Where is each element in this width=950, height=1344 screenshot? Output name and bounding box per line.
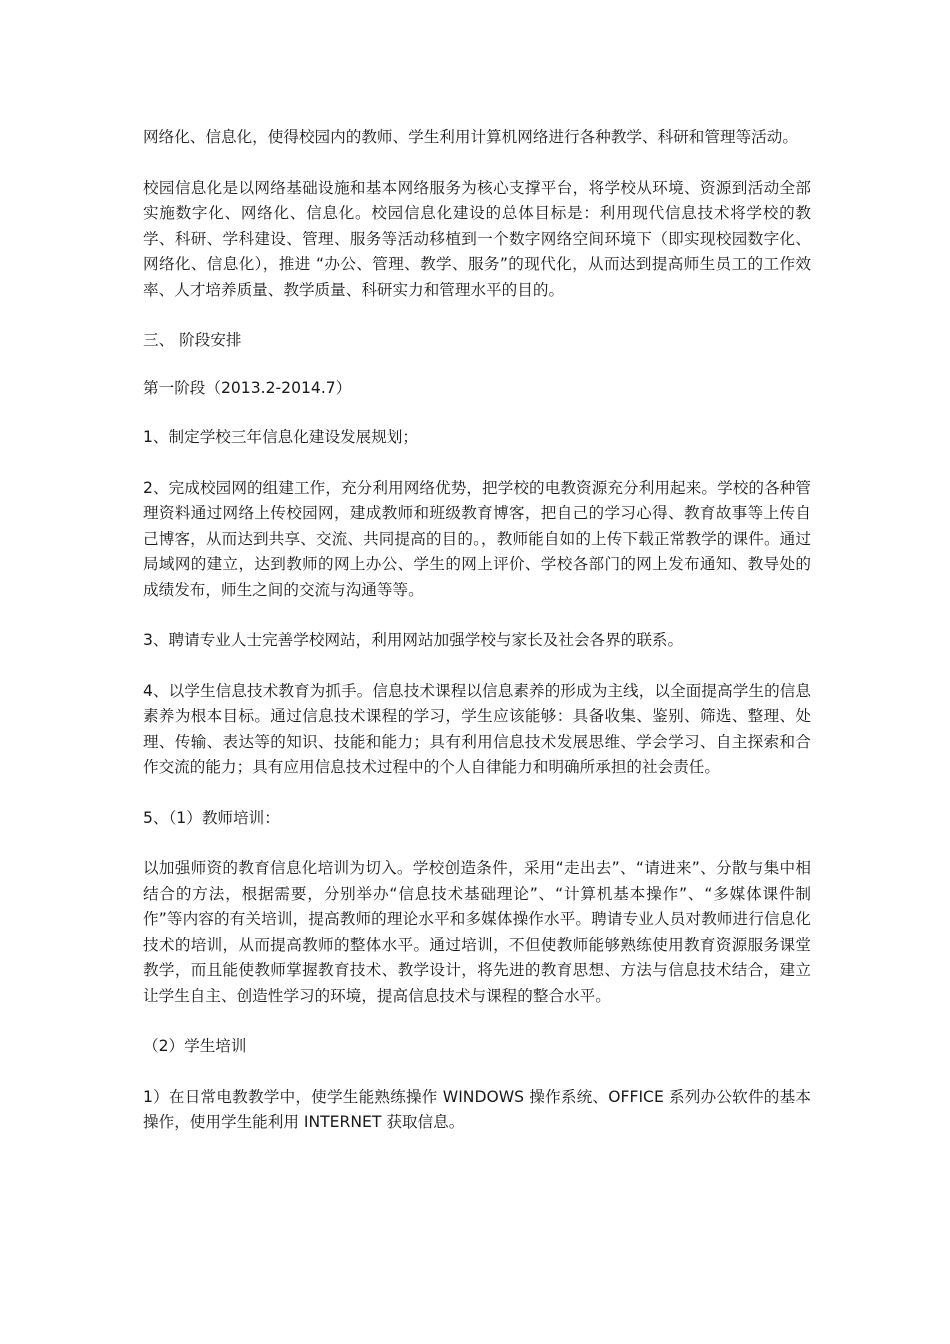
stage-one-heading: 第一阶段（2013.2-2014.7）: [143, 378, 352, 397]
paragraph-network-intro: 网络化、信息化，使得校园内的教师、学生利用计算机网络进行各种教学、科研和管理等活动。: [143, 128, 798, 146]
list-item-2: 2、完成校园网的组建工作，充分利用网络优势，把学校的电教资源充分利用起来。学校的各种管理资料通过网络上传校园网，建成教师和班级教育博客，把自己的学习心得、教育故事等上传自己博客，从而达到共享、交流、共同提高的目的。，教师能自如的上传下载正常教学的课件。通过局域网的建立，达到教师的网上办公、学生的网上评价、学校各部门的网上发布通知、教导处的成绩发布，师生之间的交流与沟通等等。: [143, 478, 811, 599]
list-item-4: 4、以学生信息技术教育为抓手。信息技术课程以信息素养的形成为主线，以全面提高学生的信息素养为根本目标。通过信息技术课程的学习，学生应该能够：具备收集、鉴别、筛选、整理、处理、传输、表达等的知识、技能和能力；具有利用信息技术发展思维、学会学习、自主探索和合作交流的能力；具有应用信息技术过程中的个人自律能力和明确所承担的社会责任。: [143, 681, 811, 776]
list-item-3: 3、聘请专业人士完善学校网站，利用网站加强学校与家长及社会各界的联系。: [143, 631, 684, 649]
subheading-student-training: （2）学生培训: [143, 1037, 247, 1055]
paragraph-student-training-1: 1）在日常电教教学中，使学生能熟练操作 WINDOWS 操作系统、OFFICE 系列办公软件的基本操作，使用学生能利用 INTERNET 获取信息。: [143, 1087, 811, 1131]
paragraph-campus-informatization: 校园信息化是以网络基础设施和基本网络服务为核心支撑平台，将学校从环境、资源到活动全部实施数字化、网络化、信息化。校园信息化建设的总体目标是：利用现代信息技术将学校的教学、科研、学科建设、管理、服务等活动移植到一个数字网络空间环境下（即实现校园数字化、网络化、信息化），推进 “办公、管理、教学、服务”的现代化，从而达到提高师生员工的工作效率、人才培养质量、教学质量、科研实力和管理水平的目的。: [143, 178, 811, 299]
paragraph-teacher-training: 以加强师资的教育信息化培训为切入。学校创造条件，采用“走出去”、“请进来”、分散与集中相结合的方法，根据需要，分别举办“信息技术基础理论”、“计算机基本操作”、“多媒体课件制作”等内容的有关培训，提高教师的理论水平和多媒体操作水平。聘请专业人员对教师进行信息化技术的培训，从而提高教师的整体水平。通过培训，不但使教师能够熟练使用教育资源服务课堂教学，而且能使教师掌握教育技术、教学设计，将先进的教育思想、方法与信息技术结合，建立让学生自主、创造性学习的环境，提高信息技术与课程的整合水平。: [143, 859, 811, 1005]
list-item-5-teacher-training: 5、（1）教师培训：: [143, 808, 280, 827]
list-item-1: 1、制定学校三年信息化建设发展规划；: [143, 428, 419, 446]
section-heading-stage-plan: 三、 阶段安排: [143, 331, 242, 349]
document-body: [143, 125, 811, 1161]
